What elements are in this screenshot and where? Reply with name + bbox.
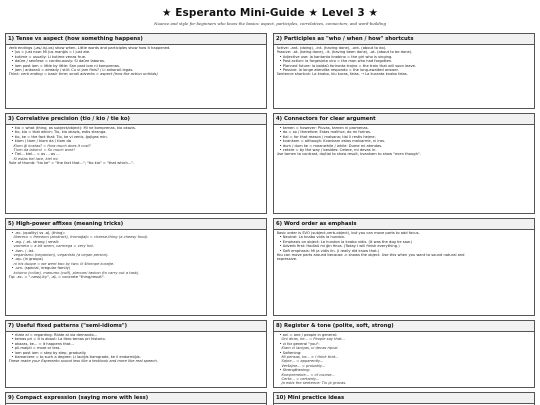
section-affixes: [5, 218, 267, 316]
section-body: [6, 332, 266, 364]
section-line: • cetere = by the way / besides: Cetere, mi devas iri.: [279, 148, 377, 153]
section-line: • tamen = however: Pluvas, tamen ni promenas.: [279, 126, 369, 130]
section-line: • pli-malpli = more or less.: [11, 346, 61, 351]
section-participles: [273, 33, 535, 109]
section-line: • Emphasis on object: La hundon la knabo vidis. (It was the dog he saw.): [279, 239, 413, 244]
section-heading: 6) Word order as emphasis: [274, 219, 534, 230]
section-line: ni iris duope = we went two by two; ili štiorope kuraĝe.: [13, 261, 115, 266]
section-practice-ideas: [273, 392, 535, 405]
section-line: Ja estis the sentence: Tio ja gravas.: [281, 381, 347, 386]
section-line: Tiom da laboro! = So much work!: [13, 148, 75, 153]
section-line: • okazas, ke... = it happens that...: [11, 341, 74, 346]
section-line: • Soft emphasis: Mi ja vidis lin. (I really did know that.): [279, 248, 380, 253]
section-body: [6, 125, 266, 166]
section-line: • kiom / tiom / kiom da / tiom da: [11, 139, 72, 144]
section-line: Oni diras, ke... = People say that...: [281, 337, 345, 342]
section-line: • Adverb first: Hodiaŭ mi ĝin finos. (Today I will finish everything.): [279, 244, 400, 249]
section-register-tone: [273, 320, 535, 388]
section-line: You can move parts around because -n shows the object. Use this when you want to sound natural and: [276, 253, 465, 258]
section-body: [6, 45, 266, 77]
section-line: • tial = for that reason / malsana; tial li restis hejme.: [279, 134, 376, 139]
section-line: • iom post iom = little by little: Ŝan post iom ni komprenas.: [11, 63, 121, 68]
section-body: [274, 230, 534, 262]
section-line: • do = so / therefore: Estas malfrue, do mi foriras.: [279, 130, 372, 135]
section-line: • -ism- / -ist-: [11, 248, 35, 253]
page-subtitle: Nuance and style for beginners who know the basics: aspect, participles, correlatives, connectors, and word-building: [154, 20, 386, 26]
section-body: [6, 230, 266, 280]
section-line: • Planned future: la baldaŭ forironta trajno = the train that will soon leave.: [279, 63, 417, 68]
section-line: • tio, ke = the fact that: Tio, ke vi venis, ĝojigas min.: [11, 134, 108, 139]
section-fixed-patterns: [5, 320, 267, 388]
section-body: [274, 45, 534, 77]
section-line: Kiom ĝi kostas? = How much does it cost?: [13, 143, 91, 148]
section-heading: 8) Register & tone (polite, soft, strong): [274, 321, 534, 332]
section-heading: 3) Correlative precision (tio / kio / tie ko): [6, 114, 266, 125]
section-line: Ŝajne... = apparently...: [281, 359, 324, 364]
section-heading: 9) Compact expression (saying more with less): [6, 393, 266, 404]
section-line: Mi pensas, ke... > I think that...: [281, 355, 339, 360]
section-line: Tip: -ec- = "-ness/-ity", -aĵ- = concrete "thing/result".: [8, 275, 105, 280]
section-compact-expression: [5, 392, 267, 405]
section-line: Kompreneble... = of course...: [281, 372, 335, 377]
section-line: Sentence shortcut: La knabo, kiu kuras, falas. → La kuranta knabo falas.: [276, 72, 408, 77]
section-line: • Adjective use: la kantanta knabino = the girl who is singing.: [279, 54, 393, 59]
section-line: • rilate al = regarding: Rilate al via demando...: [11, 333, 98, 337]
section-line: Verb endings (-as/-is/-os) show when. Little words and participles show how it happened.: [8, 46, 171, 50]
section-line: Ŝi estas tiel lace, kiel mi.: [13, 156, 59, 161]
section-line: • iom post iom = step by step, gradually.: [11, 350, 87, 355]
section-line: • Past action: la forgesinta viro = the man who had forgotten.: [279, 59, 393, 64]
section-heading: 5) High-power affixes (meaning tricks): [6, 219, 266, 230]
section-line: • tio, kio = that which: Tio, kio okazis, estis stranga.: [11, 130, 107, 135]
section-line: kolumo (collar), manumo (cuff), plenumi taskon (to carry out a task).: [13, 270, 140, 275]
section-line: • Strengthening:: [279, 368, 310, 373]
section-line: Rule of thumb: "tio ke" = "the fact that..."; "tio kio" = "that which...".: [8, 161, 135, 166]
section-line: • jam / ankoraŭ = already / still: Ĉu vi jam finis? / Li ankoraŭ legas.: [11, 68, 134, 73]
section-line: • tiamaniere = to such a degree: Li laciĝis tiamgrade, ke li endormiĝis.: [11, 355, 141, 360]
section-line: • ĵus = just now: Mi ĵus manĝis = I just ate.: [11, 50, 91, 55]
section-line: • Passive: la longe atendita respondo = the long-awaited answer.: [279, 68, 399, 73]
section-line: • -eg- / -et- strong / small:: [11, 239, 60, 244]
section-connectors: [273, 113, 535, 214]
section-line: These make your Esperanto sound less like a textbook and more like real speech.: [8, 359, 158, 364]
section-line: • -op- (in groups): [11, 257, 43, 262]
section-line: • -ec- (quality) vs -aĵ- (thing):: [11, 231, 65, 235]
section-line: Active: -ant- (doing), -int- (having done), -ont- (about to do).: [276, 46, 387, 50]
section-heading: 2) Participles as "who / when / how" shortcuts: [274, 34, 534, 45]
section-body: [274, 125, 534, 157]
section-line: • kio = what (thing, as subject/object): Mi ne komprenas, kio okazis.: [11, 126, 136, 130]
section-heading: 7) Useful fixed patterns ("semi-idioms"): [6, 321, 266, 332]
section-body: [274, 332, 534, 386]
section-line: varmeta = a bit warm, varmega = very hot.: [13, 244, 94, 249]
section-line: • daŭre / senĉese = continuously: Ŝi daŭre laboras.: [11, 59, 106, 64]
section-line: Basic order is SVO (subject-verb-object), but you can move parts to add focus.: [276, 231, 420, 235]
section-line: Passive: -at- (being done), -it- (having been done), -ot- (about to be done).: [276, 50, 413, 55]
section-line: Use tamen to contrast, do/tial to show result, kvankam to show "even though".: [276, 152, 421, 157]
section-line: • kutime = usually: Li kutime venas frue.: [11, 54, 87, 59]
section-line: Think: verb ending = basic time; small adverbs = aspect (how the action unfolds): [8, 72, 158, 77]
section-line: veganismo (veganism), veganisto (a vegan person).: [13, 253, 109, 258]
section-line: Certe... = certainly...: [281, 377, 320, 382]
section-word-order: [273, 218, 535, 316]
section-line: Verŝajne... = probably...: [281, 363, 326, 368]
section-line: • Softening:: [279, 350, 302, 355]
section-line: expressive.: [276, 257, 298, 262]
section-line: Kiam vi lacigas, vi devas ripozi.: [281, 346, 339, 351]
section-line: • -um- (special, irregular family): [11, 266, 71, 271]
section-line: • kvankam = although: Kvankam estas malvarme, ni iras.: [279, 139, 386, 144]
section-heading: 10) Mini practice ideas: [274, 393, 534, 404]
section-line: libereco = freedom (abstract), fromaĝaĵo = cheese-thing (a cheesy food).: [13, 235, 149, 240]
section-line: • dum / dum ke = meanwhile / while: Dume mi atendas.: [279, 143, 383, 148]
section-line: • temas pri = it is about: La libro temas pri historio.: [11, 337, 106, 342]
section-tense-aspect: [5, 33, 267, 109]
section-line: • vi for general "you":: [279, 341, 320, 346]
page-title: ★ Esperanto Mini-Guide ★ Level 3 ★: [161, 7, 379, 19]
section-line: • Neutral: La knabo vidis la hundon.: [279, 235, 346, 240]
section-correlatives: [5, 113, 267, 214]
section-line: • oni = one / people in general:: [279, 333, 338, 337]
section-heading: 4) Connectors for clear argument: [274, 114, 534, 125]
section-line: • Tiel... kiel... = as ... as ...: [11, 152, 60, 157]
section-heading: 1) Tense vs aspect (how something happens): [6, 34, 266, 45]
